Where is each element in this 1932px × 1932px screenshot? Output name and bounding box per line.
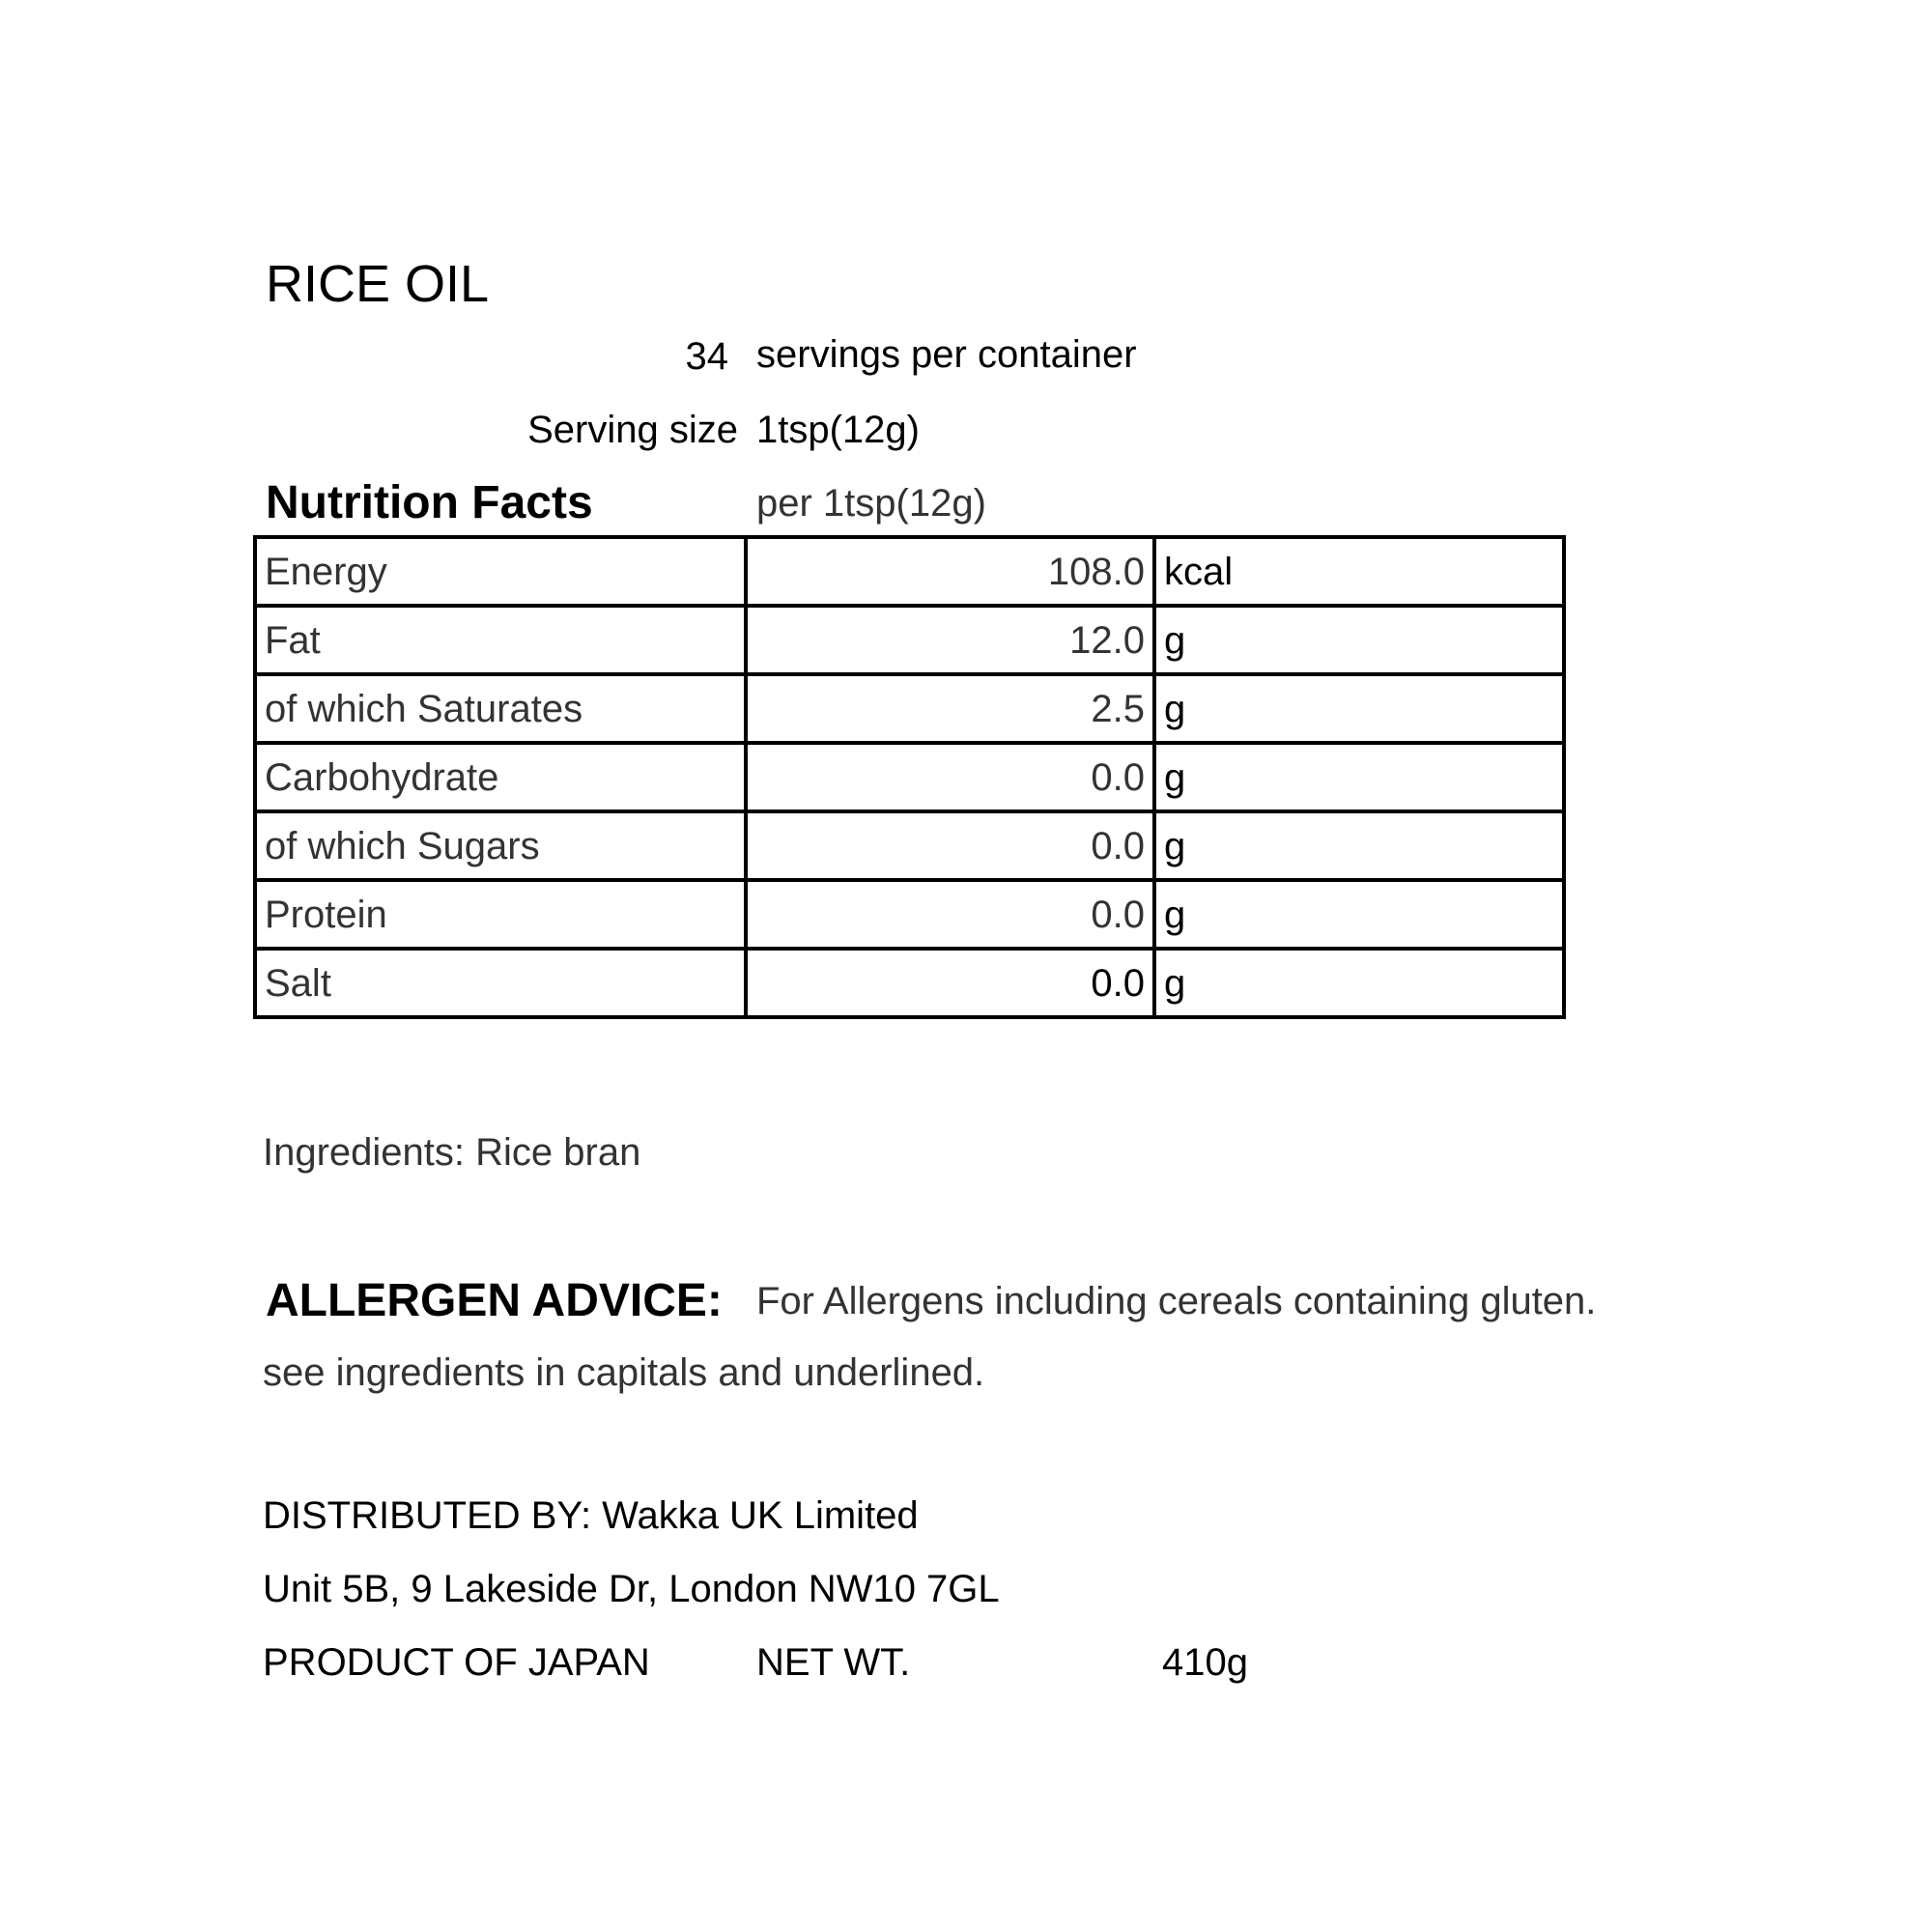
- nutrient-value: 2.5: [746, 674, 1154, 743]
- distributor-text: DISTRIBUTED BY: Wakka UK Limited: [263, 1494, 919, 1537]
- table-row: [255, 674, 1564, 743]
- allergen-text-line-1: For Allergens including cereals containing gluten.: [756, 1280, 1597, 1322]
- servings-per-container-label: servings per container: [756, 333, 1137, 376]
- nutrient-unit: g: [1154, 811, 1564, 880]
- allergen-heading: ALLERGEN ADVICE:: [266, 1275, 723, 1326]
- nutrient-value: 108.0: [746, 537, 1154, 606]
- nutrient-unit: g: [1154, 880, 1564, 949]
- net-weight-value: 410g: [1162, 1641, 1248, 1684]
- nutrient-name: Carbohydrate: [255, 743, 746, 811]
- nutrient-name: Energy: [255, 537, 746, 606]
- nutrient-name: Protein: [255, 880, 746, 949]
- servings-count: 34: [685, 335, 728, 378]
- nutrient-name: Fat: [255, 606, 746, 674]
- nutrient-value: 0.0: [746, 811, 1154, 880]
- nutrient-value: 0.0: [746, 880, 1154, 949]
- table-row: [255, 811, 1564, 880]
- serving-size-label: Serving size: [527, 409, 738, 451]
- nutrient-value: 12.0: [746, 606, 1154, 674]
- table-row: [255, 949, 1564, 1017]
- nutrient-name: of which Saturates: [255, 674, 746, 743]
- per-serving-label: per 1tsp(12g): [756, 482, 986, 525]
- distributor-address: Unit 5B, 9 Lakeside Dr, London NW10 7GL: [263, 1568, 1000, 1610]
- table-row: [255, 880, 1564, 949]
- net-weight-label: NET WT.: [756, 1641, 911, 1684]
- nutrient-name: of which Sugars: [255, 811, 746, 880]
- serving-size-value: 1tsp(12g): [756, 409, 920, 451]
- nutrient-value: 0.0: [746, 949, 1154, 1017]
- nutrition-table: [253, 535, 1566, 1019]
- nutrient-unit: g: [1154, 949, 1564, 1017]
- product-title: RICE OIL: [266, 255, 490, 313]
- nutrient-unit: g: [1154, 743, 1564, 811]
- table-row: [255, 606, 1564, 674]
- nutrition-facts-heading: Nutrition Facts: [266, 477, 593, 528]
- product-origin: PRODUCT OF JAPAN: [263, 1641, 650, 1684]
- nutrient-value: 0.0: [746, 743, 1154, 811]
- nutrient-unit: kcal: [1154, 537, 1564, 606]
- nutrient-name: Salt: [255, 949, 746, 1017]
- allergen-text-line-2: see ingredients in capitals and underlined.: [263, 1351, 985, 1394]
- table-row: [255, 537, 1564, 606]
- ingredients-text: Ingredients: Rice bran: [263, 1131, 641, 1174]
- nutrient-unit: g: [1154, 674, 1564, 743]
- table-row: [255, 743, 1564, 811]
- nutrient-unit: g: [1154, 606, 1564, 674]
